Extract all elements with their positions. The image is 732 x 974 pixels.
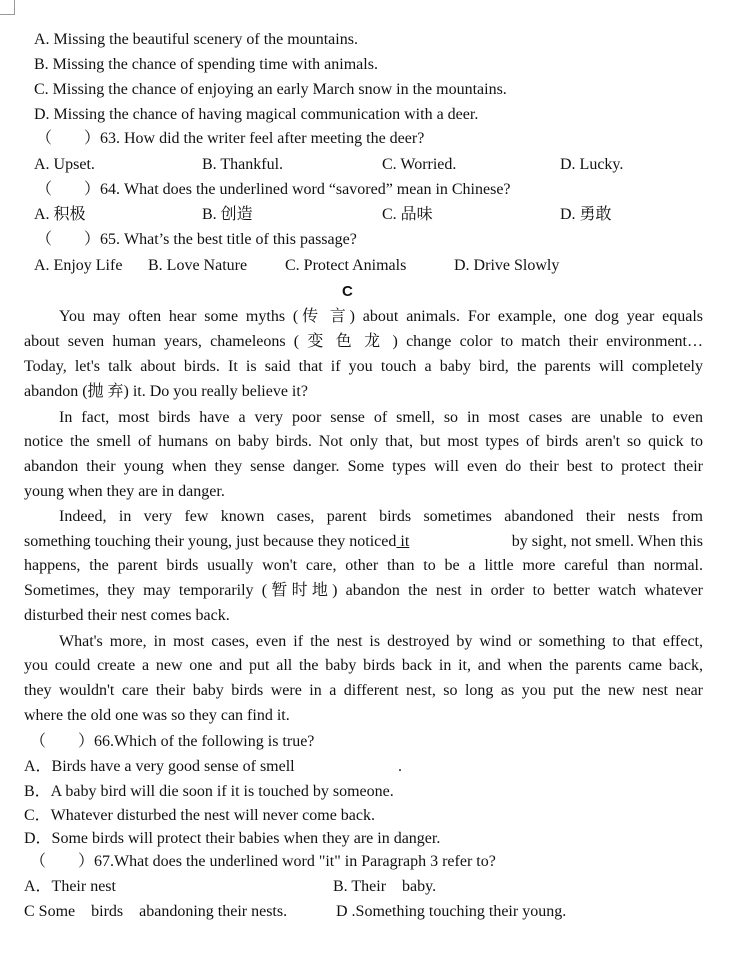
q66-option-d: D．Some birds will protect their babies when they are in danger. [24,830,441,847]
passage-p3-text: something touching their young, just because they noticed [24,533,397,550]
q63-stem: （ ）63. How did the writer feel after meeting the deer? [36,130,425,147]
passage-p1-line: You may often hear some myths (传 言) about animals. For example, one dog year equals [59,308,703,325]
q65-option-d: D. Drive Slowly [454,257,560,274]
q62-option-b: B. Missing the chance of spending time with animals. [34,56,378,73]
passage-p1-line: Today, let's talk about birds. It is said that if you touch a baby bird, the parents will completely [24,358,703,375]
q66-option-c: C．Whatever disturbed the nest will never come back. [24,807,375,824]
q65-option-a: A. Enjoy Life [34,257,123,274]
page-corner-mark [0,0,15,15]
q67-option-a: A．Their nest [24,878,116,895]
q66-option-a-dot: . [398,758,402,775]
passage-p2-line: abandon their young when they sense danger. Some types will even do their best to protect their [24,458,703,475]
passage-p3-line: happens, the parent birds usually won't care, other than to be a little more careful than normal. [24,557,703,574]
q65-option-c: C. Protect Animals [285,257,407,274]
q62-option-a: A. Missing the beautiful scenery of the mountains. [34,31,358,48]
passage-p4-line: What's more, in most cases, even if the nest is destroyed by wind or something to that effect, [59,633,703,650]
passage-p4-line: you could create a new one and put all the baby birds back in it, and when the parents came back, [24,657,703,674]
passage-p4-line: where the old one was so they can find it. [24,707,290,724]
passage-p1-line: about seven human years, chameleons ( 变 色 龙 ) change color to match their environment… [24,333,703,350]
underlined-word-it: it [396,533,410,550]
passage-p3-text: by sight, not smell. When this [511,533,703,550]
q67-option-b: B. Their baby. [333,878,437,895]
q63-option-b: B. Thankful. [202,156,284,173]
q63-option-c: C. Worried. [382,156,457,173]
passage-p3-line: Sometimes, they may temporarily (暂时地) abandon the nest in order to better watch whatever [24,582,703,599]
passage-p4-line: they wouldn't care their baby birds were in a different nest, so long as you put the new nest near [24,682,703,699]
q66-option-b: B．A baby bird will die soon if it is touched by someone. [24,783,394,800]
q67-option-d: D .Something touching their young. [336,903,567,920]
q62-option-d: D. Missing the chance of having magical communication with a deer. [34,106,479,123]
q64-option-c: C. 品味 [382,206,433,223]
passage-p2-line: In fact, most birds have a very poor sense of smell, so in most cases are unable to even [59,409,703,426]
q65-stem: （ ）65. What’s the best title of this passage? [36,231,357,248]
q67-stem: （ ）67.What does the underlined word "it" in Paragraph 3 refer to? [30,853,496,870]
q64-option-d: D. 勇敢 [560,206,612,223]
passage-p1-line: abandon (抛 弃) it. Do you really believe it? [24,383,308,400]
passage-p2-line: young when they are in danger. [24,483,225,500]
q64-option-b: B. 创造 [202,206,253,223]
q65-option-b: B. Love Nature [148,257,248,274]
section-heading: C [342,283,353,300]
passage-p2-line: notice the smell of humans on baby birds. Not only that, but most types of birds aren't so quick to [24,433,703,450]
passage-p3-line: Indeed, in very few known cases, parent birds sometimes abandoned their nests from [59,508,703,525]
q67-option-c: C Some birds abandoning their nests. [24,903,288,920]
q63-option-d: D. Lucky. [560,156,624,173]
q64-option-a: A. 积极 [34,206,86,223]
q66-stem: （ ）66.Which of the following is true? [30,733,315,750]
q62-option-c: C. Missing the chance of enjoying an early March snow in the mountains. [34,81,507,98]
passage-p3-line-underlined [24,532,703,552]
q63-option-a: A. Upset. [34,156,95,173]
passage-p3-line: disturbed their nest comes back. [24,607,230,624]
q64-stem: （ ）64. What does the underlined word “savored” mean in Chinese? [36,181,511,198]
q66-option-a: A．Birds have a very good sense of smell [24,758,295,775]
